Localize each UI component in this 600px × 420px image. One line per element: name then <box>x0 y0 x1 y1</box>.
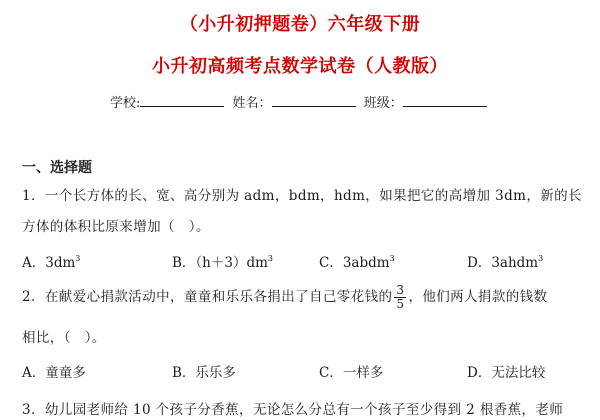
option-superscript: 3 <box>389 254 395 263</box>
question-2-option-b[interactable] <box>172 361 236 381</box>
option-label: D． <box>467 255 492 271</box>
school-blank[interactable] <box>140 93 224 107</box>
option-label: B． <box>172 255 196 271</box>
option-text: 童童多 <box>45 365 86 381</box>
question-1-option-c[interactable] <box>319 251 395 271</box>
option-text: 无法比较 <box>491 365 546 381</box>
option-text: 3dm <box>45 255 76 271</box>
question-1-option-a[interactable] <box>22 251 80 271</box>
option-label: B． <box>172 365 196 381</box>
option-text: （h＋3）dm <box>195 255 268 271</box>
fraction-denominator: 5 <box>396 297 405 311</box>
option-text: 3ahdm <box>491 255 539 271</box>
option-superscript: 3 <box>75 254 81 263</box>
question-1-line-2: 方体的体积比原来增加（ ）。 <box>22 219 210 235</box>
name-label: 姓名： <box>232 96 272 111</box>
question-1-line-1: 1．一个长方体的长、宽、高分别为 adm，bdm，hdm，如果把它的高增加 3dm，新的长 <box>22 188 582 204</box>
option-text: 3abdm <box>342 255 390 271</box>
section-heading: 一、选择题 <box>22 160 92 176</box>
option-text: 一样多 <box>342 365 384 381</box>
class-blank[interactable] <box>403 93 487 107</box>
option-superscript: 3 <box>267 254 273 263</box>
question-1-option-d[interactable] <box>467 251 543 271</box>
question-2-text-start: 2．在献爱心捐款活动中，童童和乐乐各捐出了自己零花钱的 <box>22 289 393 305</box>
name-blank[interactable] <box>272 93 356 107</box>
class-label: 班级： <box>363 96 403 111</box>
question-2-option-d[interactable] <box>467 361 545 381</box>
exam-title: （小升初押题卷）六年级下册 <box>179 14 421 35</box>
option-label: A． <box>22 255 46 271</box>
question-2-option-a[interactable] <box>22 361 86 381</box>
option-label: C． <box>319 365 343 381</box>
question-2-line-2: 相比，（ ）。 <box>22 330 106 346</box>
question-3-line-1: 3．幼儿园老师给 10 个孩子分香蕉，无论怎么分总有一个孩子至少得到 2 根香蕉，老师 <box>22 402 564 418</box>
fraction-numerator: 3 <box>396 283 405 297</box>
option-text: 乐乐多 <box>195 365 236 381</box>
question-2-line-1 <box>22 284 547 311</box>
option-label: C． <box>319 255 343 271</box>
question-1-option-b[interactable] <box>172 251 273 271</box>
student-info-row <box>110 92 487 111</box>
fraction <box>394 284 406 311</box>
school-label: 学校: <box>110 96 141 111</box>
option-superscript: 3 <box>538 254 544 263</box>
question-2-option-c[interactable] <box>319 361 383 381</box>
question-2-text-end: ，他们两人捐款的钱数 <box>408 289 548 305</box>
option-label: D． <box>467 365 492 381</box>
option-label: A． <box>22 365 46 381</box>
exam-subtitle: 小升初高频考点数学试卷（人教版） <box>152 56 448 77</box>
